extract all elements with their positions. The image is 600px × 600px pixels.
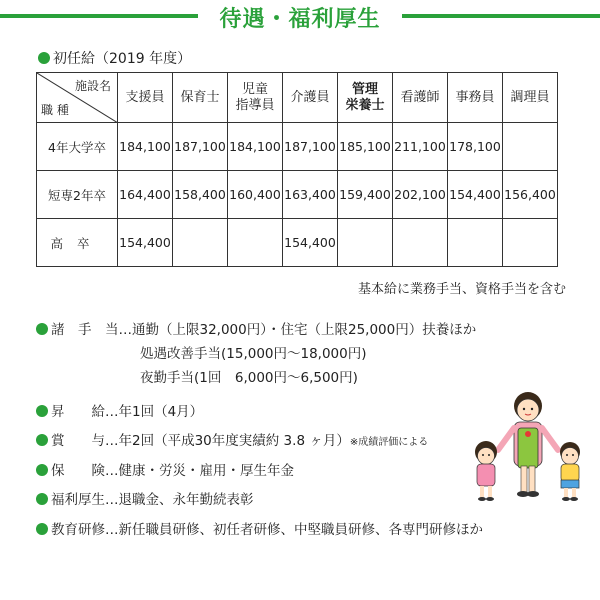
bullet-icon xyxy=(36,323,48,335)
benefit-label: 福利厚生… xyxy=(51,492,119,508)
benefit-label: 保 険… xyxy=(51,463,119,479)
column-header: 調理員 xyxy=(503,73,558,123)
row-label: 高卒 xyxy=(37,219,118,267)
column-header: 児童 指導員 xyxy=(228,73,283,123)
header xyxy=(0,0,600,38)
table-cell: 156,400 xyxy=(503,171,558,219)
table-cell: 164,400 xyxy=(118,171,173,219)
table-cell xyxy=(393,219,448,267)
column-header: 介護員 xyxy=(283,73,338,123)
corner-label-job: 職 種 xyxy=(41,103,69,117)
table-cell: 154,400 xyxy=(118,219,173,267)
table-row xyxy=(37,123,558,171)
bullet-icon xyxy=(36,464,48,476)
table-cell: 187,100 xyxy=(283,123,338,171)
table-cell: 184,100 xyxy=(118,123,173,171)
bullet-icon xyxy=(36,523,48,535)
benefit-label: 教育研修… xyxy=(51,522,119,538)
table-cell: 178,100 xyxy=(448,123,503,171)
table-cell: 154,400 xyxy=(283,219,338,267)
table-cell: 185,100 xyxy=(338,123,393,171)
benefit-label: 昇 給… xyxy=(51,404,119,420)
caregiver-children-illustration xyxy=(468,388,592,506)
table-cell: 154,400 xyxy=(448,171,503,219)
table-cell: 163,400 xyxy=(283,171,338,219)
table-cell: 184,100 xyxy=(228,123,283,171)
benefit-text: 退職金、永年勤続表彰 xyxy=(118,492,254,508)
salary-table xyxy=(36,72,558,267)
benefit-allowance-line3: 夜勤手当(1回 6,000円～6,500円) xyxy=(140,370,358,386)
table-cell: 202,100 xyxy=(393,171,448,219)
table-header-row xyxy=(37,73,558,123)
salary-title-text: 初任給（2019 年度） xyxy=(53,51,192,67)
column-header: 保育士 xyxy=(173,73,228,123)
column-header: 事務員 xyxy=(448,73,503,123)
benefit-allowance-line2: 処遇改善手当(15,000円～18,000円) xyxy=(140,346,367,362)
column-header: 支援員 xyxy=(118,73,173,123)
benefit-text: 新任職員研修、初任者研修、中堅職員研修、各専門研修ほか xyxy=(118,522,483,538)
benefit-label: 諸 手 当… xyxy=(51,322,132,338)
benefit-raise xyxy=(36,400,203,420)
row-label: 4年大学卒 xyxy=(37,123,118,171)
benefit-insurance xyxy=(36,459,294,479)
table-cell xyxy=(338,219,393,267)
page-title: 待遇・福利厚生 xyxy=(219,7,381,32)
header-rule-left xyxy=(0,14,198,18)
caregiver-figure xyxy=(498,392,558,497)
benefit-bonus xyxy=(36,429,428,449)
table-cell: 211,100 xyxy=(393,123,448,171)
column-header: 看護師 xyxy=(393,73,448,123)
table-row xyxy=(37,219,558,267)
bullet-icon xyxy=(36,434,48,446)
table-cell xyxy=(228,219,283,267)
benefit-text: 年1回（4月） xyxy=(118,404,204,420)
table-corner-cell xyxy=(37,73,118,123)
column-header: 管理 栄養士 xyxy=(338,73,393,123)
table-cell: 160,400 xyxy=(228,171,283,219)
benefit-label: 賞 与… xyxy=(51,433,119,449)
salary-note: 基本給に業務手当、資格手当を含む xyxy=(357,282,566,297)
table-cell xyxy=(503,123,558,171)
benefit-text: 健康・労災・雇用・厚生年金 xyxy=(118,463,294,479)
salary-section-title xyxy=(38,48,191,68)
table-cell xyxy=(503,219,558,267)
benefit-allowance xyxy=(36,318,476,338)
benefit-text: 年2回（平成30年度実績約 3.8 ヶ月） xyxy=(118,433,350,449)
bullet-icon xyxy=(38,52,50,64)
table-cell: 158,400 xyxy=(173,171,228,219)
table-cell: 159,400 xyxy=(338,171,393,219)
benefit-text: 通勤（上限32,000円）・住宅（上限25,000円）扶養ほか xyxy=(132,322,477,338)
benefit-training xyxy=(36,518,483,538)
benefit-welfare xyxy=(36,488,254,508)
table-cell: 187,100 xyxy=(173,123,228,171)
table-cell xyxy=(448,219,503,267)
table-row xyxy=(37,171,558,219)
child-left-figure xyxy=(475,441,497,501)
bullet-icon xyxy=(36,405,48,417)
corner-label-facility: 施設名 xyxy=(74,79,111,93)
child-right-figure xyxy=(560,442,580,501)
bullet-icon xyxy=(36,493,48,505)
benefit-note: ※成績評価による xyxy=(349,437,429,448)
header-rule-right xyxy=(402,14,600,18)
table-cell xyxy=(173,219,228,267)
row-label: 短専2年卒 xyxy=(37,171,118,219)
